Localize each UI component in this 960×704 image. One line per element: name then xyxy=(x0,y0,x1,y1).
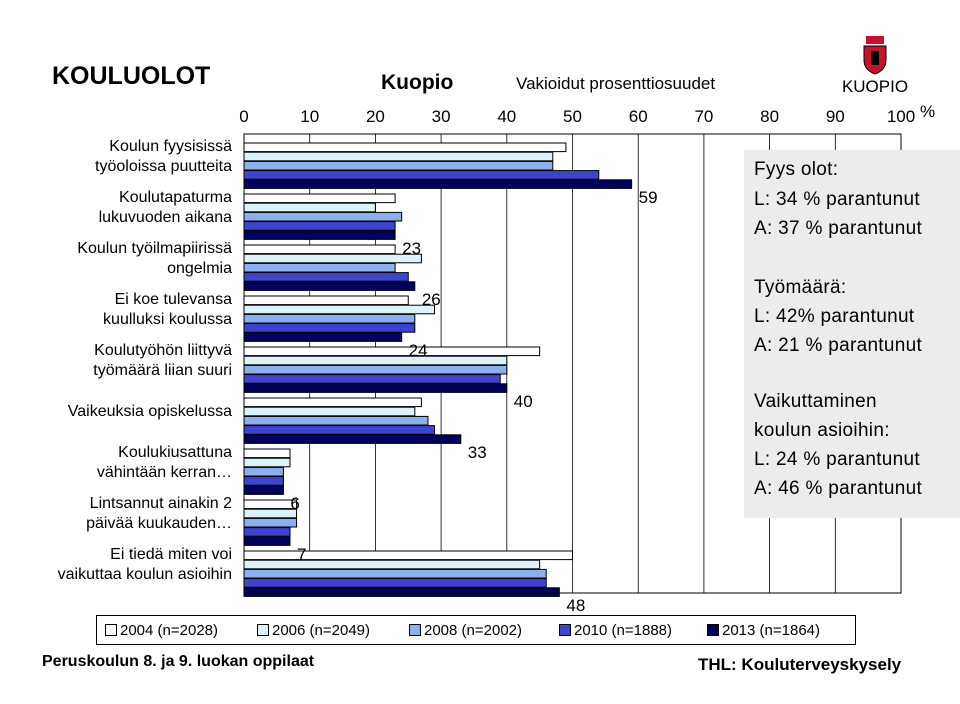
data-label: 26 xyxy=(421,290,441,309)
bar xyxy=(244,537,290,546)
bar xyxy=(244,458,290,467)
category-label xyxy=(7,341,232,381)
category-label-line: ongelmia xyxy=(167,259,232,277)
category-label-line: Koulun fyysisissä xyxy=(109,137,232,155)
bar xyxy=(244,356,507,365)
bar xyxy=(244,254,421,263)
legend-label: 2010 (n=1888) xyxy=(574,622,672,639)
x-tick-label: 20 xyxy=(365,107,385,126)
category-label xyxy=(7,239,232,279)
data-label: 23 xyxy=(402,239,422,258)
category-label-line: Koulutyöhön liittyvä xyxy=(94,341,232,359)
bar xyxy=(244,314,415,323)
logo-text: KUOPIO xyxy=(841,77,909,96)
category-label xyxy=(7,137,232,177)
category-label xyxy=(7,545,232,585)
x-tick-label: 80 xyxy=(760,107,780,126)
summary-line: L: 42% parantunut xyxy=(754,306,915,327)
category-label xyxy=(7,402,232,422)
legend-swatch xyxy=(559,624,571,636)
bar xyxy=(244,528,290,537)
bar xyxy=(244,222,395,231)
summary-line: A: 21 % parantunut xyxy=(754,335,923,356)
page-title: KOULUOLOT xyxy=(52,62,211,90)
legend-item xyxy=(257,622,370,639)
legend-item xyxy=(559,622,672,639)
legend-label: 2008 (n=2002) xyxy=(424,622,522,639)
bar xyxy=(244,305,435,314)
bar xyxy=(244,569,546,578)
category-label-line: vähintään kerran… xyxy=(96,463,232,481)
bar xyxy=(244,426,435,435)
bar xyxy=(244,245,395,254)
bar xyxy=(244,282,415,291)
bar xyxy=(244,375,500,384)
x-tick-label: 60 xyxy=(628,107,648,126)
bar xyxy=(244,231,395,240)
population-note: Peruskoulun 8. ja 9. luokan oppilaat xyxy=(42,653,315,670)
summary-line: Vaikuttaminen xyxy=(754,391,877,412)
category-label-line: Koulukiusattuna xyxy=(118,443,232,461)
bar xyxy=(244,588,559,597)
data-label: 59 xyxy=(638,188,658,207)
bar xyxy=(244,467,283,476)
bar xyxy=(244,365,507,374)
data-label: 48 xyxy=(566,596,586,615)
bar xyxy=(244,333,402,342)
bar xyxy=(244,194,395,203)
data-label: 33 xyxy=(467,443,487,462)
source-note: THL: Kouluterveyskysely xyxy=(698,655,902,674)
chart-legend xyxy=(96,615,856,645)
category-label-line: Lintsannut ainakin 2 xyxy=(89,494,232,512)
bar xyxy=(244,486,283,495)
x-tick-label: 30 xyxy=(431,107,451,126)
summary-line: Fyys olot: xyxy=(754,159,839,180)
category-label-line: vaikuttaa koulun asioihin xyxy=(57,565,232,583)
x-tick-label: 10 xyxy=(300,107,320,126)
category-label xyxy=(7,290,232,330)
region-title: Kuopio xyxy=(381,71,454,94)
bar xyxy=(244,203,375,212)
bar xyxy=(244,180,632,189)
category-label xyxy=(7,188,232,228)
x-tick-label: 70 xyxy=(694,107,714,126)
legend-item xyxy=(409,622,522,639)
legend-swatch xyxy=(707,624,719,636)
category-label-line: Koulutapaturma xyxy=(119,188,232,206)
summary-line: koulun asioihin: xyxy=(754,420,890,441)
bar xyxy=(244,161,553,170)
summary-box xyxy=(744,150,960,518)
category-label-line: Koulun työilmapiirissä xyxy=(77,239,232,257)
bar xyxy=(244,435,461,444)
data-label: 24 xyxy=(408,341,428,360)
category-label-line: työoloissa puutteita xyxy=(95,157,232,175)
x-unit-label: % xyxy=(920,102,936,121)
legend-swatch xyxy=(257,624,269,636)
bar xyxy=(244,263,395,272)
bar xyxy=(244,143,566,152)
data-label: 7 xyxy=(296,545,307,564)
category-label-line: Vaikeuksia opiskelussa xyxy=(67,402,232,420)
bar xyxy=(244,477,283,486)
summary-line: L: 34 % parantunut xyxy=(754,189,920,210)
category-label xyxy=(7,494,232,534)
summary-line: Työmäärä: xyxy=(754,277,847,298)
x-tick-label: 50 xyxy=(563,107,582,126)
category-label-line: työmäärä liian suuri xyxy=(93,361,232,379)
bar xyxy=(244,407,415,416)
legend-swatch xyxy=(409,624,421,636)
x-tick-label: 100 xyxy=(886,107,916,126)
bar xyxy=(244,273,408,282)
bar xyxy=(244,212,402,221)
bar xyxy=(244,296,408,305)
data-label: 40 xyxy=(513,392,533,411)
category-label-line: Ei koe tulevansa xyxy=(114,290,232,308)
summary-line: L: 24 % parantunut xyxy=(754,449,920,470)
bar xyxy=(244,416,428,425)
category-label-line: lukuvuoden aikana xyxy=(98,208,232,226)
x-tick-label: 0 xyxy=(239,107,249,126)
bar xyxy=(244,171,599,180)
summary-line: A: 46 % parantunut xyxy=(754,478,923,499)
bar xyxy=(244,449,290,458)
bar xyxy=(244,500,297,509)
category-label-line: päivää kuukauden… xyxy=(86,514,232,532)
bar xyxy=(244,398,421,407)
summary-line: A: 37 % parantunut xyxy=(754,218,923,239)
bar xyxy=(244,551,573,560)
bar xyxy=(244,152,553,161)
bar xyxy=(244,324,415,333)
legend-item xyxy=(707,622,820,639)
x-tick-label: 90 xyxy=(825,107,845,126)
bar xyxy=(244,579,546,588)
data-label: 6 xyxy=(290,494,300,513)
legend-item xyxy=(105,622,218,639)
bar xyxy=(244,347,540,356)
category-label xyxy=(7,443,232,483)
legend-label: 2004 (n=2028) xyxy=(120,622,218,639)
legend-label: 2006 (n=2049) xyxy=(272,622,370,639)
bar xyxy=(244,384,507,393)
category-label-line: Ei tiedä miten voi xyxy=(110,545,232,563)
category-label-line: kuulluksi koulussa xyxy=(103,310,232,328)
bar xyxy=(244,509,297,518)
legend-swatch xyxy=(105,624,117,636)
x-tick-label: 40 xyxy=(497,107,517,126)
bar xyxy=(244,518,297,527)
legend-label: 2013 (n=1864) xyxy=(722,622,820,639)
chart-subtitle: Vakioidut prosenttiosuudet xyxy=(516,74,716,93)
bar xyxy=(244,560,540,569)
